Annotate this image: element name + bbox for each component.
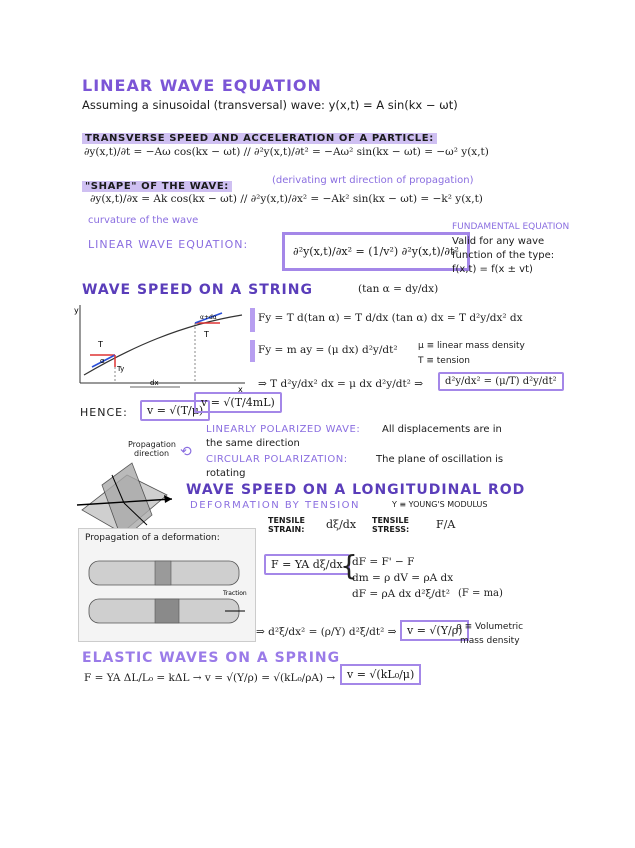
valid-note-2: function of the type: — [452, 250, 555, 261]
tensile-strain-label: TENSILE STRAIN: — [268, 516, 305, 534]
diagram-label-dalpha: α+dα — [200, 314, 217, 321]
diagram-label-x: x — [238, 385, 243, 393]
fundamental-equation-label: FUNDAMENTAL EQUATION — [452, 222, 570, 232]
tensile-stress-label: TENSILE STRESS: — [372, 516, 410, 534]
spring-equation: F = YA ΔL/L₀ = kΔL → v = √(Y/ρ) = √(kL₀/ρA) → — [84, 672, 336, 684]
equation-string-result: ⇒ T d²y/dx² dx = μ dx d²y/dt² ⇒ — [258, 378, 424, 390]
circular-polarization-text: The plane of oscillation is — [376, 454, 504, 465]
linear-wave-equation-label: LINEAR WAVE EQUATION: — [88, 238, 249, 251]
system-eq-2: dm = ρ dV = ρA dx — [352, 572, 454, 584]
system-eq-3: dF = ρA dx d²ξ/dt² — [352, 588, 450, 600]
rod-speed-box: v = √(Y/ρ) — [400, 620, 469, 641]
tension-definition: T ≡ tension — [418, 356, 470, 366]
heading-shape-of-wave: "SHAPE" OF THE WAVE: — [82, 174, 232, 193]
arrow-icon: ⟲ — [180, 444, 192, 460]
circular-polarization-label: CIRCULAR POLARIZATION: — [206, 454, 348, 465]
fma-note: (F = ma) — [458, 588, 503, 599]
section-title-elastic-spring: ELASTIC WAVES ON A SPRING — [82, 650, 341, 666]
circular-polarization-text-2: rotating — [206, 468, 246, 479]
equation-fy-mass: Fy = m ay = (μ dx) d²y/dt² — [258, 344, 398, 356]
spring-speed-box: v = √(kL₀/μ) — [340, 664, 421, 685]
string-wave-equation-box: d²y/dx² = (μ/T) d²y/dt² — [438, 372, 564, 391]
hence-label: HENCE: — [80, 406, 128, 419]
traction-label: Traction — [223, 590, 247, 597]
rho-definition: ρ ≡ Volumetric — [456, 622, 524, 632]
diagram-label-t-left: T — [98, 340, 103, 349]
linear-wave-equation-box: ∂²y(x,t)/∂x² = (1/v²) ∂²y(x,t)/∂t² — [282, 232, 470, 271]
propagation-label: Propagation — [128, 440, 176, 449]
rod-deformation-figure — [78, 528, 256, 642]
diagram-label-alpha: α — [100, 357, 105, 365]
valid-note-3: f(x,t) = f(x ± vt) — [452, 264, 533, 275]
valid-note-1: Valid for any wave — [452, 236, 545, 247]
section-title-longitudinal-rod: WAVE SPEED ON A LONGITUDINAL ROD — [186, 482, 526, 498]
string-speed-box: v = √(T/μ) — [140, 400, 210, 421]
diagram-label-t-right: T — [204, 330, 209, 339]
equation-transverse-speed: ∂y(x,t)/∂t = −Aω cos(kx − ωt) // ∂²y(x,t)/∂t² = −Aω² sin(kx − ωt) = −ω² y(x,t) — [84, 146, 489, 158]
tensile-stress-eq: F/A — [436, 518, 456, 531]
young-definition: Y ≡ YOUNG'S MODULUS — [392, 500, 488, 509]
deformation-label: DEFORMATION BY TENSION — [190, 500, 361, 511]
mu-definition: μ ≡ linear mass density — [418, 341, 525, 351]
rod-force-box: F = YA dξ/dx — [264, 554, 350, 575]
equation-fy-tension: Fy = T d(tan α) = T d/dx (tan α) dx = T d²y/dx² dx — [258, 312, 523, 324]
rho-definition-2: mass density — [460, 636, 520, 646]
linear-polarization-text-2: the same direction — [206, 438, 300, 449]
diagram-label-dx: dx — [150, 379, 159, 387]
tensile-strain-eq: dξ/dx — [326, 518, 357, 531]
assumption-line: Assuming a sinusoidal (transversal) wave: y(x,t) = A sin(kx − ωt) — [82, 98, 458, 112]
diagram-label-y: y — [74, 306, 79, 315]
system-eq-1: dF = F' − F — [352, 556, 415, 568]
heading-transverse-speed: TRANSVERSE SPEED AND ACCELERATION OF A PARTICLE: — [82, 126, 437, 145]
linear-polarization-label: LINEARLY POLARIZED WAVE: — [206, 424, 361, 435]
curvature-note: curvature of the wave — [88, 215, 199, 226]
shape-note: (derivating wrt direction of propagation) — [272, 175, 474, 186]
string-tension-diagram — [70, 303, 250, 393]
tan-alpha-note: (tan α = dy/dx) — [358, 283, 439, 295]
linear-polarization-text: All displacements are in — [382, 424, 502, 435]
rod-figure-title: Propagation of a deformation: — [85, 533, 220, 543]
section-title-wave-speed-string: WAVE SPEED ON A STRING — [82, 282, 313, 298]
diagram-label-ty: Ty — [117, 365, 125, 373]
string-speed-alt-box: v = √(T/4mL) — [194, 392, 282, 413]
section-title-linear-wave-equation: LINEAR WAVE EQUATION — [82, 76, 322, 95]
rod-result-eq: ⇒ d²ξ/dx² = (ρ/Y) d²ξ/dt² ⇒ — [256, 626, 397, 638]
brace-icon: { — [340, 549, 358, 582]
rod-cylinders — [85, 555, 249, 635]
propagation-direction-label: direction — [134, 449, 170, 458]
highlight-bar — [250, 308, 255, 332]
highlight-bar — [250, 340, 255, 362]
equation-shape: ∂y(x,t)/∂x = Ak cos(kx − ωt) // ∂²y(x,t)/∂x² = −Ak² sin(kx − ωt) = −k² y(x,t) — [90, 193, 483, 205]
